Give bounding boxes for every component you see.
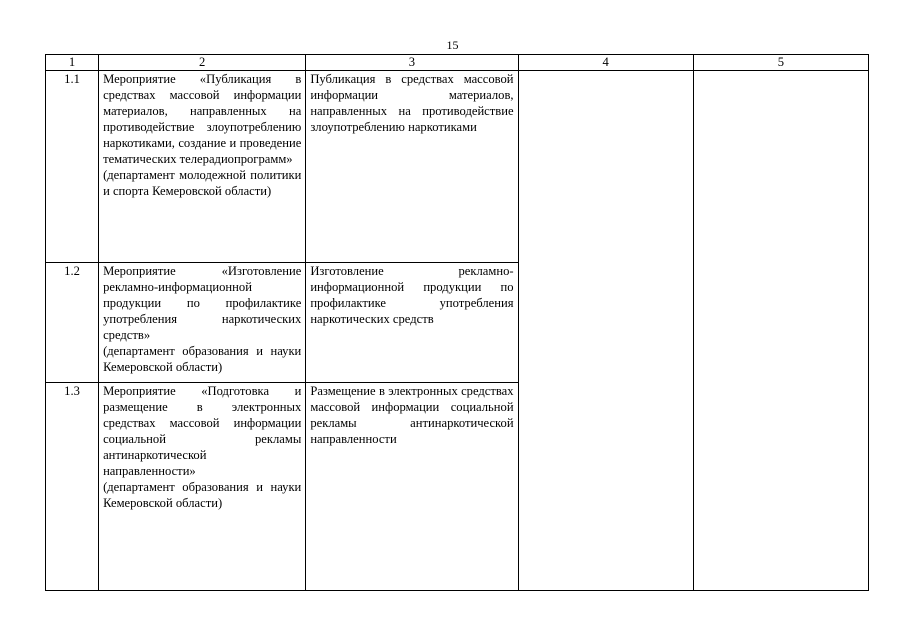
- column-number-3: 3: [306, 55, 518, 71]
- row-number: 1.3: [46, 383, 99, 591]
- result-cell: Размещение в электронных средствах массовой информации социальной рекламы антинаркотической направленности: [306, 383, 518, 591]
- department-text: (департамент молодежной политики и спорта Кемеровской области): [103, 168, 302, 198]
- column-number-2: 2: [99, 55, 306, 71]
- page-number: 15: [446, 38, 459, 52]
- table-row: [46, 71, 869, 263]
- column-5-cell: [693, 71, 868, 591]
- row-number: 1.1: [46, 71, 99, 263]
- activity-cell: [99, 263, 306, 383]
- department-text: (департамент образования и науки Кемеровской области): [103, 480, 302, 510]
- department-text: (департамент образования и науки Кемеровской области): [103, 344, 302, 374]
- activity-text: Мероприятие «Публикация в средствах массовой информации материалов, направленных на противодействие злоупотреблению наркотиками, создание и проведение тематических телерадиопрограмм»: [103, 72, 302, 166]
- row-number: 1.2: [46, 263, 99, 383]
- result-cell: Изготовление рекламно-информационной продукции по профилактике употребления наркотических средств: [306, 263, 518, 383]
- activity-cell: [99, 383, 306, 591]
- column-number-5: 5: [693, 55, 868, 71]
- program-table: [45, 54, 869, 591]
- activity-text: Мероприятие «Подготовка и размещение в электронных средствах массовой информации социальной рекламы антинаркотической направленности»: [103, 384, 302, 478]
- column-number-row: [46, 55, 869, 71]
- column-number-4: 4: [518, 55, 693, 71]
- column-4-cell: [518, 71, 693, 591]
- column-number-1: 1: [46, 55, 99, 71]
- result-cell: Публикация в средствах массовой информации материалов, направленных на противодействие злоупотреблению наркотиками: [306, 71, 518, 263]
- activity-text: Мероприятие «Изготовление рекламно-информационной продукции по профилактике употребления наркотических средств»: [103, 264, 302, 342]
- activity-cell: [99, 71, 306, 263]
